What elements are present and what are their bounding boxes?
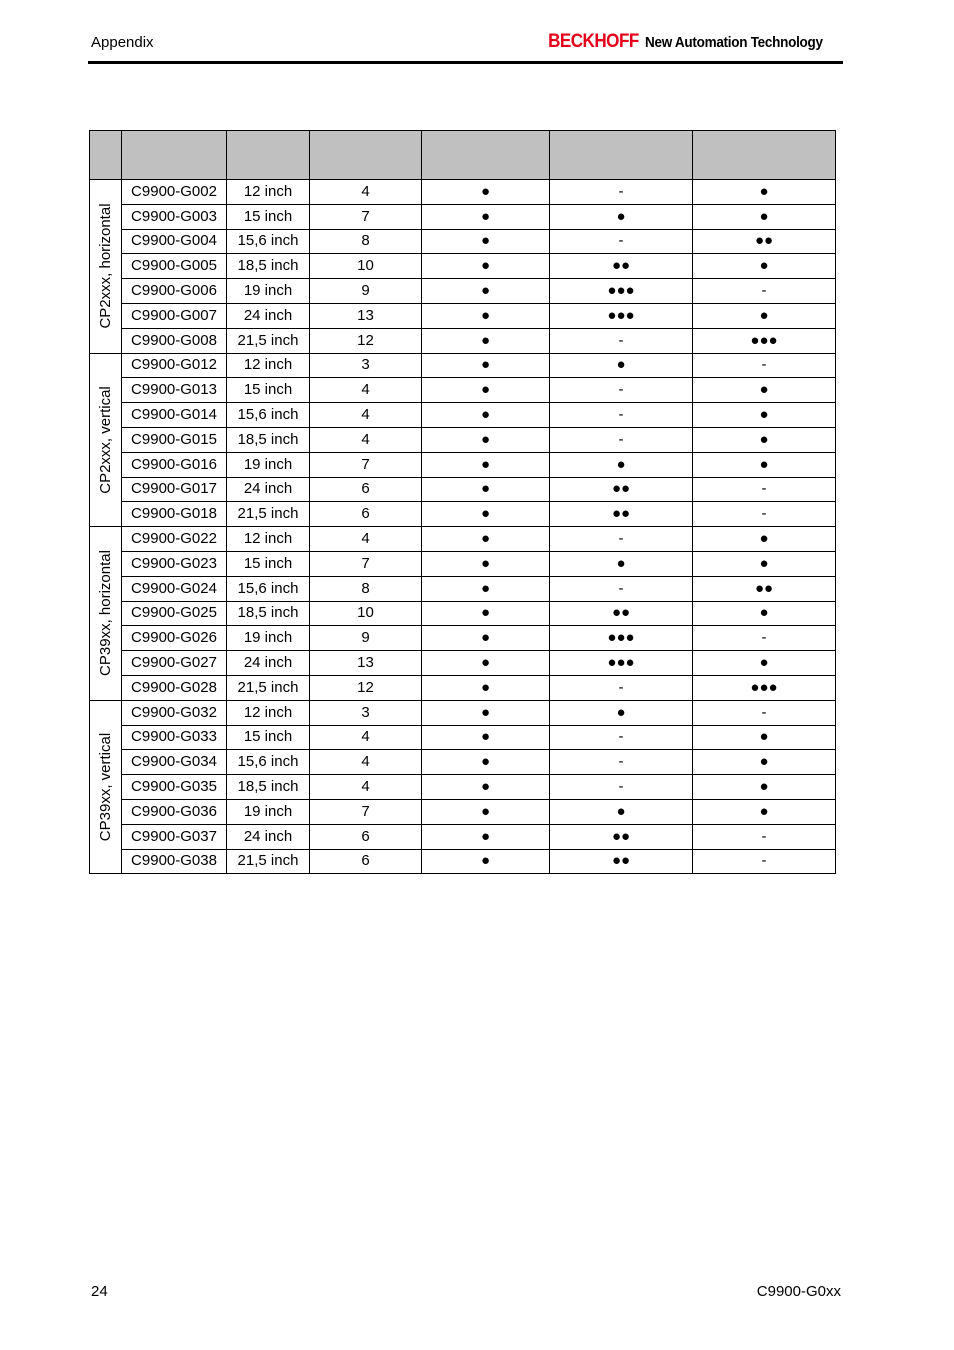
table-row (90, 601, 836, 626)
mark-cell: ● (422, 576, 550, 601)
mark-cell: - (693, 477, 836, 502)
group-label-cell (90, 700, 122, 874)
size-cell: 24 inch (227, 651, 310, 676)
size-cell: 15 inch (227, 551, 310, 576)
table-row (90, 353, 836, 378)
mark-cell: ● (422, 204, 550, 229)
mark-cell: ● (422, 452, 550, 477)
section-title: Appendix (91, 34, 154, 51)
mark-cell: ● (693, 551, 836, 576)
mark-cell: ● (422, 378, 550, 403)
mark-cell: - (550, 180, 693, 205)
mark-cell: ●●● (550, 626, 693, 651)
mark-cell: ● (422, 353, 550, 378)
mark-cell: ●●● (550, 651, 693, 676)
table-row (90, 775, 836, 800)
size-cell: 12 inch (227, 180, 310, 205)
mark-cell: - (693, 502, 836, 527)
count-cell: 13 (310, 651, 422, 676)
model-cell: C9900-G037 (122, 824, 227, 849)
mark-cell: ● (550, 799, 693, 824)
size-cell: 18,5 inch (227, 427, 310, 452)
size-cell: 15 inch (227, 725, 310, 750)
header-cell (693, 131, 836, 180)
model-cell: C9900-G016 (122, 452, 227, 477)
size-cell: 18,5 inch (227, 254, 310, 279)
count-cell: 4 (310, 527, 422, 552)
table-row (90, 378, 836, 403)
mark-cell: ● (693, 750, 836, 775)
table-row (90, 824, 836, 849)
mark-cell: - (550, 775, 693, 800)
mark-cell: - (550, 229, 693, 254)
mark-cell: ● (693, 204, 836, 229)
model-cell: C9900-G026 (122, 626, 227, 651)
model-cell: C9900-G012 (122, 353, 227, 378)
mark-cell: ● (422, 626, 550, 651)
count-cell: 7 (310, 799, 422, 824)
count-cell: 4 (310, 427, 422, 452)
size-cell: 19 inch (227, 452, 310, 477)
mark-cell: ● (422, 403, 550, 428)
size-cell: 18,5 inch (227, 601, 310, 626)
mark-cell: ● (422, 725, 550, 750)
mark-cell: ● (422, 427, 550, 452)
table-row (90, 651, 836, 676)
mark-cell: - (693, 626, 836, 651)
group-label-cell (90, 353, 122, 527)
table-row (90, 279, 836, 304)
mark-cell: ● (422, 601, 550, 626)
mark-cell: ● (422, 180, 550, 205)
count-cell: 8 (310, 229, 422, 254)
model-cell: C9900-G018 (122, 502, 227, 527)
mark-cell: ●●● (693, 328, 836, 353)
mark-cell: ● (693, 601, 836, 626)
group-label: CP39xx, horizontal (96, 550, 114, 677)
mark-cell: ● (422, 527, 550, 552)
mark-cell: ●● (550, 601, 693, 626)
header-divider (88, 61, 843, 64)
table-row (90, 849, 836, 874)
mark-cell: ● (550, 204, 693, 229)
configuration-table (89, 130, 836, 874)
mark-cell: - (693, 849, 836, 874)
model-cell: C9900-G025 (122, 601, 227, 626)
mark-cell: ● (693, 799, 836, 824)
table-row (90, 551, 836, 576)
table-row (90, 452, 836, 477)
size-cell: 19 inch (227, 626, 310, 651)
mark-cell: ●● (550, 824, 693, 849)
model-cell: C9900-G038 (122, 849, 227, 874)
mark-cell: - (550, 378, 693, 403)
size-cell: 21,5 inch (227, 502, 310, 527)
count-cell: 4 (310, 180, 422, 205)
table-body (90, 180, 836, 874)
mark-cell: ● (422, 477, 550, 502)
model-cell: C9900-G023 (122, 551, 227, 576)
header-cell (422, 131, 550, 180)
mark-cell: ● (550, 353, 693, 378)
mark-cell: ● (422, 849, 550, 874)
mark-cell: ●●● (550, 279, 693, 304)
table-row (90, 328, 836, 353)
model-cell: C9900-G003 (122, 204, 227, 229)
size-cell: 12 inch (227, 527, 310, 552)
mark-cell: - (550, 328, 693, 353)
size-cell: 15 inch (227, 204, 310, 229)
mark-cell: ● (422, 328, 550, 353)
model-cell: C9900-G002 (122, 180, 227, 205)
model-cell: C9900-G006 (122, 279, 227, 304)
header-cell (122, 131, 227, 180)
group-label-cell (90, 527, 122, 701)
mark-cell: - (693, 824, 836, 849)
table-header-row (90, 131, 836, 180)
size-cell: 21,5 inch (227, 675, 310, 700)
size-cell: 21,5 inch (227, 328, 310, 353)
size-cell: 12 inch (227, 353, 310, 378)
mark-cell: - (550, 403, 693, 428)
model-cell: C9900-G028 (122, 675, 227, 700)
table-row (90, 477, 836, 502)
brand-tagline: New Automation Technology (644, 34, 823, 51)
mark-cell: ●● (550, 254, 693, 279)
count-cell: 6 (310, 502, 422, 527)
mark-cell: ●● (550, 502, 693, 527)
count-cell: 10 (310, 601, 422, 626)
mark-cell: - (550, 427, 693, 452)
brand-name: BECKHOFF (547, 31, 639, 52)
group-label: CP39xx, vertical (96, 732, 114, 842)
size-cell: 15 inch (227, 378, 310, 403)
mark-cell: ● (693, 527, 836, 552)
table-row (90, 427, 836, 452)
size-cell: 18,5 inch (227, 775, 310, 800)
table-row (90, 675, 836, 700)
mark-cell: ● (693, 303, 836, 328)
model-cell: C9900-G004 (122, 229, 227, 254)
mark-cell: ● (422, 824, 550, 849)
mark-cell: - (550, 725, 693, 750)
table-row (90, 403, 836, 428)
mark-cell: ● (422, 750, 550, 775)
model-cell: C9900-G015 (122, 427, 227, 452)
count-cell: 3 (310, 700, 422, 725)
count-cell: 9 (310, 626, 422, 651)
model-cell: C9900-G005 (122, 254, 227, 279)
size-cell: 15,6 inch (227, 403, 310, 428)
beckhoff-logo (538, 31, 842, 53)
count-cell: 12 (310, 328, 422, 353)
count-cell: 13 (310, 303, 422, 328)
count-cell: 4 (310, 775, 422, 800)
mark-cell: ● (422, 502, 550, 527)
mark-cell: ● (693, 180, 836, 205)
table-row (90, 303, 836, 328)
count-cell: 3 (310, 353, 422, 378)
size-cell: 15,6 inch (227, 576, 310, 601)
size-cell: 24 inch (227, 477, 310, 502)
count-cell: 4 (310, 378, 422, 403)
size-cell: 15,6 inch (227, 750, 310, 775)
mark-cell: - (693, 353, 836, 378)
mark-cell: - (693, 700, 836, 725)
count-cell: 10 (310, 254, 422, 279)
header-cell (227, 131, 310, 180)
size-cell: 12 inch (227, 700, 310, 725)
count-cell: 4 (310, 750, 422, 775)
size-cell: 21,5 inch (227, 849, 310, 874)
table-row (90, 626, 836, 651)
mark-cell: ● (422, 279, 550, 304)
mark-cell: ●●● (693, 675, 836, 700)
header-cell (550, 131, 693, 180)
table-row (90, 254, 836, 279)
mark-cell: ● (693, 775, 836, 800)
mark-cell: ●● (550, 477, 693, 502)
table-row (90, 576, 836, 601)
count-cell: 6 (310, 824, 422, 849)
group-label-cell (90, 180, 122, 354)
table-row (90, 725, 836, 750)
table-row (90, 700, 836, 725)
mark-cell: ● (550, 551, 693, 576)
mark-cell: ● (422, 229, 550, 254)
size-cell: 19 inch (227, 279, 310, 304)
table-row (90, 750, 836, 775)
size-cell: 24 inch (227, 303, 310, 328)
count-cell: 4 (310, 403, 422, 428)
mark-cell: ● (422, 651, 550, 676)
model-cell: C9900-G035 (122, 775, 227, 800)
count-cell: 6 (310, 477, 422, 502)
group-label: CP2xxx, horizontal (96, 203, 114, 329)
mark-cell: ●●● (550, 303, 693, 328)
table-row (90, 204, 836, 229)
table-row (90, 799, 836, 824)
model-cell: C9900-G013 (122, 378, 227, 403)
mark-cell: ● (550, 452, 693, 477)
mark-cell: ● (422, 675, 550, 700)
mark-cell: ● (693, 452, 836, 477)
page-number: 24 (91, 1283, 108, 1300)
mark-cell: ●● (693, 576, 836, 601)
mark-cell: ●● (693, 229, 836, 254)
size-cell: 24 inch (227, 824, 310, 849)
count-cell: 8 (310, 576, 422, 601)
table-row (90, 180, 836, 205)
model-cell: C9900-G024 (122, 576, 227, 601)
mark-cell: - (550, 576, 693, 601)
mark-cell: - (550, 527, 693, 552)
table-row (90, 527, 836, 552)
group-label: CP2xxx, vertical (96, 386, 114, 494)
mark-cell: ● (693, 427, 836, 452)
model-cell: C9900-G033 (122, 725, 227, 750)
model-cell: C9900-G034 (122, 750, 227, 775)
mark-cell: ● (422, 799, 550, 824)
table-row (90, 229, 836, 254)
model-cell: C9900-G007 (122, 303, 227, 328)
header-cell (90, 131, 122, 180)
mark-cell: ● (422, 700, 550, 725)
mark-cell: - (550, 750, 693, 775)
model-cell: C9900-G017 (122, 477, 227, 502)
mark-cell: ● (422, 254, 550, 279)
mark-cell: ● (550, 700, 693, 725)
mark-cell: ● (422, 303, 550, 328)
count-cell: 9 (310, 279, 422, 304)
model-cell: C9900-G008 (122, 328, 227, 353)
header-cell (310, 131, 422, 180)
size-cell: 15,6 inch (227, 229, 310, 254)
model-cell: C9900-G027 (122, 651, 227, 676)
count-cell: 4 (310, 725, 422, 750)
mark-cell: ● (693, 378, 836, 403)
mark-cell: ● (693, 725, 836, 750)
count-cell: 6 (310, 849, 422, 874)
model-cell: C9900-G032 (122, 700, 227, 725)
mark-cell: ● (693, 403, 836, 428)
count-cell: 7 (310, 204, 422, 229)
table-row (90, 502, 836, 527)
model-cell: C9900-G014 (122, 403, 227, 428)
mark-cell: - (550, 675, 693, 700)
model-cell: C9900-G036 (122, 799, 227, 824)
count-cell: 12 (310, 675, 422, 700)
mark-cell: ●● (550, 849, 693, 874)
document-id: C9900-G0xx (756, 1283, 841, 1300)
size-cell: 19 inch (227, 799, 310, 824)
mark-cell: ● (422, 775, 550, 800)
count-cell: 7 (310, 452, 422, 477)
mark-cell: ● (693, 651, 836, 676)
mark-cell: ● (693, 254, 836, 279)
mark-cell: ● (422, 551, 550, 576)
model-cell: C9900-G022 (122, 527, 227, 552)
mark-cell: - (693, 279, 836, 304)
count-cell: 7 (310, 551, 422, 576)
